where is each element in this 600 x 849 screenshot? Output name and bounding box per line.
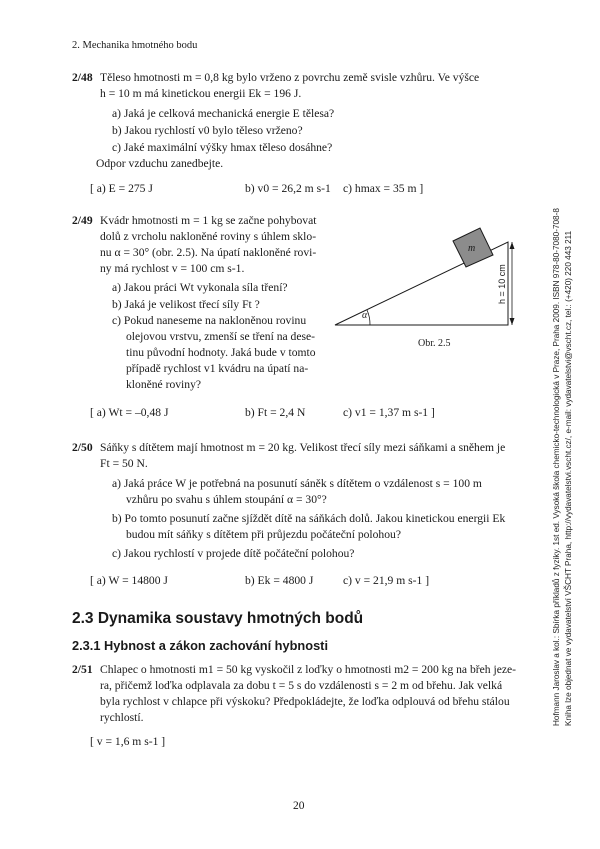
p248-question-b: b) Jakou rychlostí v0 bylo těleso vrženo? (112, 124, 303, 137)
p249-answer-c: c) v1 = 1,37 m s-1 ] (343, 406, 435, 419)
p250-line2: Ft = 50 N. (100, 457, 148, 470)
p248-answer-b: b) v0 = 26,2 m s-1 (245, 182, 331, 195)
p249-question-c4: případě rychlost v1 kvádru na úpatí na- (126, 362, 309, 375)
p251-line2: ra, přičemž loďka odplavala za dobu t = 5 s do vzdálenosti s = 2 m od břehu. Jak velká (100, 679, 503, 692)
p250-question-b2: budou mít sáňky s dítětem při průjezdu počáteční polohou? (126, 528, 401, 541)
figure-caption: Obr. 2.5 (418, 338, 451, 349)
side-citation (551, 36, 575, 726)
p250-answer-c: c) v = 21,9 m s-1 ] (343, 574, 430, 587)
side-citation-line2: Kniha lze objednat ve vydavatelství VŠCHT Praha, http://vydavatelstvi.vscht.cz/, e-mail: vydavatelstvi@vscht.cz, tel.: (+420) 220 443 211 (564, 230, 573, 726)
p249-line1: Kvádr hmotnosti m = 1 kg se začne pohybovat (100, 214, 317, 227)
p248-note: Odpor vzduchu zanedbejte. (96, 157, 224, 170)
p250-answer-b: b) Ek = 4800 J (245, 574, 314, 587)
side-citation-line1: Hofmann Jaroslav a kol.: Sbírka příkladů z fyziky. 1st ed. Vysoká škola chemicko-technologická v Praze, Praha 2009. ISBN 978-80-7080-708-8 (552, 208, 561, 726)
problem-number-2-51: 2/51 (72, 663, 93, 676)
p248-question-a: a) Jaká je celková mechanická energie E tělesa? (112, 107, 335, 120)
p250-line1: Sáňky s dítětem mají hmotnost m = 20 kg. Velikost třecí síly mezi sáňkami a sněhem je (100, 441, 506, 454)
p248-answer-a: [ a) E = 275 J (90, 182, 153, 195)
p251-answer: [ v = 1,6 m s-1 ] (90, 735, 166, 748)
section-title: 2.3 Dynamika soustavy hmotných bodů (72, 610, 364, 627)
problem-number-2-48: 2/48 (72, 71, 93, 84)
p251-line4: rychlostí. (100, 711, 144, 724)
p248-answer-c: c) hmax = 35 m ] (343, 182, 424, 195)
block-label: m (468, 243, 476, 254)
p249-question-b: b) Jaká je velikost třecí síly Ft ? (112, 298, 260, 311)
alpha-label: α (362, 310, 368, 321)
height-arrow-top (510, 242, 515, 249)
p249-line3: nu α = 30° (obr. 2.5). Na úpatí nakloněné rovi- (100, 246, 317, 259)
p249-answer-b: b) Ft = 2,4 N (245, 406, 306, 419)
p251-line1: Chlapec o hmotnosti m1 = 50 kg vyskočil z loďky o hmotnosti m2 = 200 kg na břeh jeze- (100, 663, 516, 676)
p250-question-a1: a) Jaká práce W je potřebná na posunutí sáněk s dítětem o vzdálenost s = 100 m (112, 477, 482, 490)
p250-question-a2: vzhůru po svahu s úhlem stoupání α = 30°? (126, 493, 327, 506)
p249-question-c2: olejovou vrstvu, zmenší se tření na dese- (126, 330, 315, 343)
inclined-plane-figure (330, 212, 530, 332)
p249-question-c3: tinu původní hodnoty. Jaká bude v tomto (126, 346, 316, 359)
p250-answer-a: [ a) W = 14800 J (90, 574, 168, 587)
angle-arc (367, 310, 370, 325)
p249-answer-a: [ a) Wt = –0,48 J (90, 406, 169, 419)
running-header: 2. Mechanika hmotného bodu (72, 40, 198, 51)
p248-question-c: c) Jaké maximální výšky hmax těleso dosáhne? (112, 141, 333, 154)
p250-question-b1: b) Po tomto posunutí začne sjíždět dítě na sáňkách dolů. Jakou kinetickou energii Ek (112, 512, 506, 525)
p249-line2: dolů z vrcholu nakloněné roviny s úhlem sklo- (100, 230, 317, 243)
p249-question-c1: c) Pokud naneseme na nakloněnou rovinu (112, 314, 307, 327)
height-label: h = 10 cm (497, 264, 507, 304)
height-arrow-bottom (510, 318, 515, 325)
subsection-title: 2.3.1 Hybnost a zákon zachování hybnosti (72, 638, 329, 653)
page-number: 20 (293, 800, 305, 812)
p250-question-c: c) Jakou rychlostí v projede dítě počáteční polohou? (112, 547, 355, 560)
p249-line4: ny má rychlost v = 100 cm s-1. (100, 262, 245, 275)
problem-number-2-50: 2/50 (72, 441, 93, 454)
p249-question-c5: kloněné roviny? (126, 378, 202, 391)
problem-number-2-49: 2/49 (72, 214, 93, 227)
p248-line2: h = 10 m má kinetickou energii Ek = 196 J. (100, 87, 302, 100)
p248-line1: Těleso hmotnosti m = 0,8 kg bylo vrženo z povrchu země svisle vzhůru. Ve výšce (100, 71, 480, 84)
p251-line3: byla rychlost v chlapce při výskoku? Předpokládejte, že loďka odplouvá od břehu stálou (100, 695, 510, 708)
p249-question-a: a) Jakou práci Wt vykonala síla tření? (112, 281, 288, 294)
